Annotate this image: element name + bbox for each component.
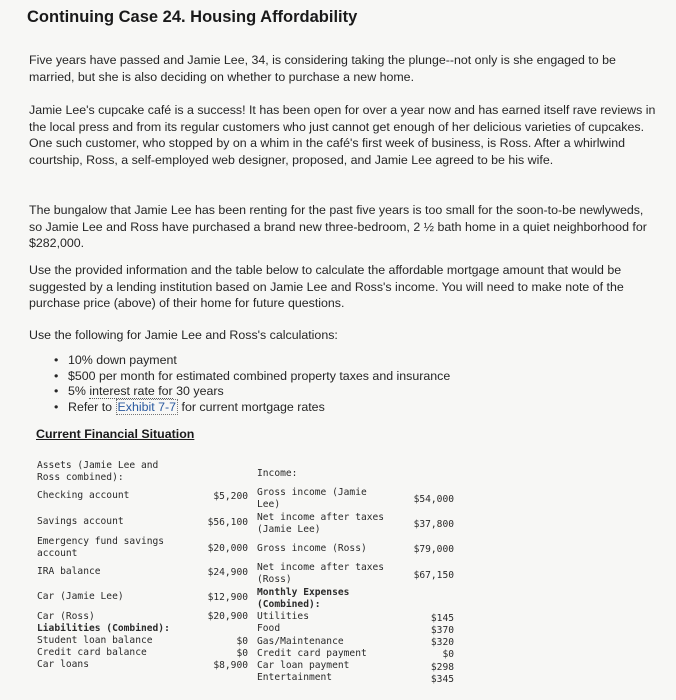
expense-label: Gas/Maintenance xyxy=(257,636,344,647)
income-label-cont: Lee) xyxy=(257,499,281,510)
asset-label: Emergency fund savings xyxy=(37,536,165,547)
liability-label: Credit card balance xyxy=(37,647,147,658)
home-paragraph: The bungalow that Jamie Lee has been renting for the past five years is too small for the soon-to-be newlyweds, so Jamie Lee and Ross have purchased a brand new three-bedroom, 2 ½ bath home in a quiet neighborhood for $282,000. xyxy=(29,203,647,251)
expense-value: $298 xyxy=(430,662,454,673)
asset-value: $5,200 xyxy=(213,491,248,502)
asset-label: Car (Ross) xyxy=(37,611,95,622)
expense-label: Food xyxy=(257,623,281,634)
asset-value: $12,900 xyxy=(207,592,248,603)
list-item: • Refer to Exhibit 7-7 for current mortgage rates xyxy=(50,400,450,416)
liabilities-heading: Liabilities (Combined): xyxy=(37,623,170,634)
interest-rate-term[interactable]: interest rate for xyxy=(89,384,173,399)
list-item: • 10% down payment xyxy=(50,353,450,369)
asset-label: Car (Jamie Lee) xyxy=(37,591,124,602)
income-label-cont: (Ross) xyxy=(257,574,292,585)
expenses-heading: Monthly Expenses xyxy=(257,587,350,598)
liability-label: Student loan balance xyxy=(37,635,153,646)
assets-heading-cont: Ross combined): xyxy=(37,472,124,483)
list-item: • $500 per month for estimated combined property taxes and insurance xyxy=(50,369,450,385)
case-title: Continuing Case 24. Housing Affordability xyxy=(27,8,358,26)
cafe-paragraph: Jamie Lee's cupcake café is a success! It has been open for over a year now and has earned itself rave reviews in the local press and from its regular customers who just cannot get enough of her delicious varieties of cupcakes. One such customer, who stopped by on a whim in the café's first week of business, is Ross. After a whirlwind courtship, Ross, a self-employed web designer, proposed, and Jamie Lee agreed to be his wife. xyxy=(29,103,656,167)
list-item: • 5% interest rate for 30 years xyxy=(50,384,450,400)
income-label: Gross income (Jamie xyxy=(257,487,367,498)
expenses-heading-cont: (Combined): xyxy=(257,599,321,610)
liability-label: Car loans xyxy=(37,659,89,670)
section-heading: Current Financial Situation xyxy=(36,427,195,441)
asset-value: $20,000 xyxy=(207,543,248,554)
asset-label: Savings account xyxy=(37,516,124,527)
assumption-list xyxy=(50,353,450,415)
liability-value: $8,900 xyxy=(213,660,248,671)
expense-value: $345 xyxy=(430,674,454,685)
intro-paragraph: Five years have passed and Jamie Lee, 34, is considering taking the plunge--not only is she engaged to be married, but she is also deciding on whether to purchase a new home. xyxy=(29,53,616,84)
expense-label: Utilities xyxy=(257,611,309,622)
expense-value: $370 xyxy=(430,625,454,636)
expense-label: Credit card payment xyxy=(257,648,367,659)
income-value: $79,000 xyxy=(413,544,454,555)
income-label: Gross income (Ross) xyxy=(257,543,367,554)
income-value: $67,150 xyxy=(413,570,454,581)
expense-value: $145 xyxy=(430,613,454,624)
asset-value: $56,100 xyxy=(207,517,248,528)
asset-value: $24,900 xyxy=(207,567,248,578)
asset-value: $20,900 xyxy=(207,611,248,622)
exhibit-link[interactable]: Exhibit 7-7 xyxy=(117,399,177,414)
income-value: $37,800 xyxy=(413,519,454,530)
calc-intro-paragraph: Use the following for Jamie Lee and Ross's calculations: xyxy=(29,328,338,342)
income-label: Net income after taxes xyxy=(257,512,385,523)
expense-label: Entertainment xyxy=(257,672,333,683)
liability-value: $0 xyxy=(236,636,248,647)
expense-label: Car loan payment xyxy=(257,660,350,671)
instructions-paragraph: Use the provided information and the table below to calculate the affordable mortgage amount that would be suggested by a lending institution based on Jamie Lee and Ross's income. You will need to make note of the purchase price (above) of their home for future questions. xyxy=(29,263,624,311)
income-label-cont: (Jamie Lee) xyxy=(257,524,321,535)
expense-value: $320 xyxy=(430,637,454,648)
asset-label: IRA balance xyxy=(37,566,101,577)
liability-value: $0 xyxy=(236,648,248,659)
income-label: Net income after taxes xyxy=(257,562,385,573)
assets-heading: Assets (Jamie Lee and xyxy=(37,460,159,471)
expense-value: $0 xyxy=(442,649,454,660)
asset-label: Checking account xyxy=(37,490,130,501)
asset-label-cont: account xyxy=(37,548,78,559)
income-value: $54,000 xyxy=(413,494,454,505)
income-heading: Income: xyxy=(257,468,298,479)
